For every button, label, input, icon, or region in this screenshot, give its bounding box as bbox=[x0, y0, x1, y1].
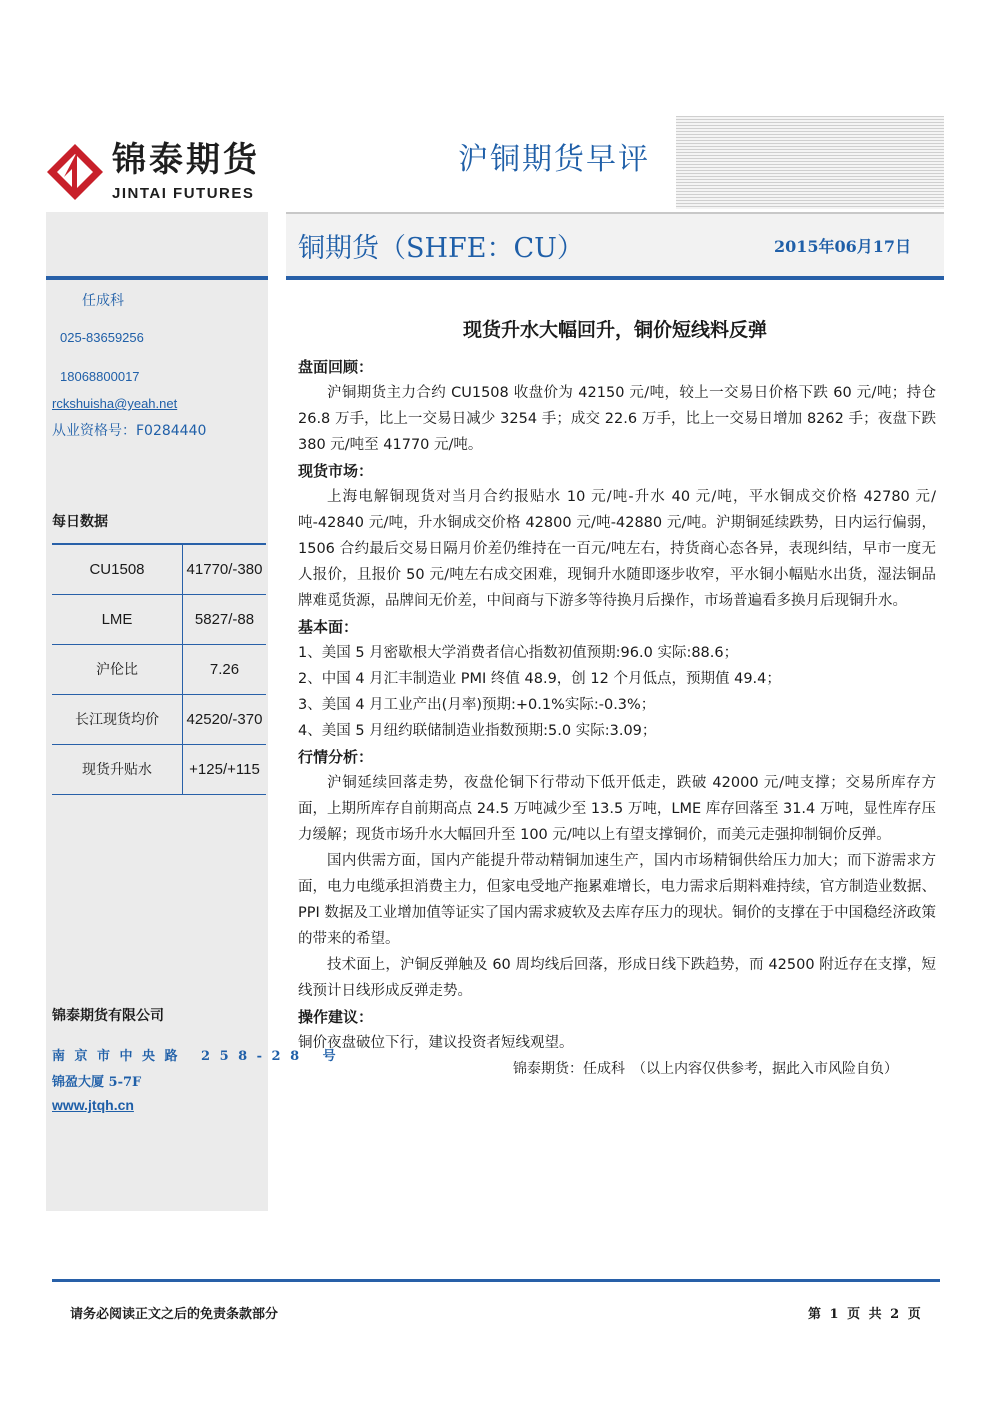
article-body bbox=[298, 354, 936, 1082]
analysis-paragraph-2: 国内供需方面，国内产能提升带动精铜加速生产，国内市场精铜供给压力加大；而下游需求方面，电力电缆承担消费主力，但家电受地产拖累难增长，电力需求后期料难持续，官方制造业数据、PPI 数据及工业增加值等证实了国内需求疲软及去库存压力的现状。铜价的支撑在于中国稳经济政策的带来的希望。 bbox=[298, 853, 936, 947]
analyst-name: 任成科 bbox=[82, 293, 124, 309]
table-cell-key: 长江现货均价 bbox=[52, 695, 183, 745]
daily-data-title: 每日数据 bbox=[52, 514, 108, 530]
section-title-advice: 操作建议： bbox=[298, 1008, 374, 1026]
analyst-mobile: 18068800017 bbox=[60, 369, 140, 384]
company-name: 锦泰期货有限公司 bbox=[52, 1008, 164, 1024]
table-cell-value: +125/+115 bbox=[183, 745, 267, 795]
table-row bbox=[52, 544, 266, 595]
spot-paragraph: 上海电解铜现货对当月合约报贴水 10 元/吨-升水 40 元/吨，平水铜成交价格 42780 元/吨-42840 元/吨，升水铜成交价格 42800 元/吨-42880 元/吨。沪期铜延续跌势，日内运行偏弱，1506 合约最后交易日隔月价差仍维持在一百元/吨左右，持货商心态各异，表现纠结，早市一度无人报价，且报价 50 元/吨左右成交困难，现铜升水随即逐步收窄，平水铜小幅贴水出货，湿法铜品牌难觅货源，品牌间无价差，中间商与下游多等待换月后操作，市场普遍看多换月后现铜升水。 bbox=[298, 489, 936, 609]
article-signature: 锦泰期货：任成科 （以上内容仅供参考，据此入市风险自负） bbox=[513, 1061, 898, 1077]
product-title: 铜期货（SHFE：CU） bbox=[298, 233, 584, 264]
company-address-line1: 南京市中央路 258-28 号 bbox=[52, 1049, 346, 1064]
analyst-email-link[interactable]: rckshuisha@yeah.net bbox=[52, 396, 178, 411]
company-address-line2: 锦盈大厦 5-7F bbox=[52, 1075, 142, 1090]
table-cell-key: 沪伦比 bbox=[52, 645, 183, 695]
company-logo-icon bbox=[46, 143, 104, 201]
table-cell-key: LME bbox=[52, 595, 183, 645]
brand-name-en: JINTAI FUTURES bbox=[112, 185, 255, 202]
list-item: 2、中国 4 月汇丰制造业 PMI 终值 48.9，创 12 个月低点，预期值 49.4； bbox=[298, 671, 781, 687]
table-row bbox=[52, 745, 266, 795]
brand-name-cn: 锦泰期货 bbox=[112, 140, 260, 180]
band-divider bbox=[286, 212, 944, 214]
section-title-spot: 现货市场： bbox=[298, 462, 374, 480]
header-stripes-decoration bbox=[676, 116, 944, 209]
table-row bbox=[52, 645, 266, 695]
table-cell-key: 现货升贴水 bbox=[52, 745, 183, 795]
table-cell-value: 42520/-370 bbox=[183, 695, 267, 745]
advice-paragraph: 铜价夜盘破位下行，建议投资者短线观望。 bbox=[298, 1035, 574, 1051]
section-title-analysis: 行情分析： bbox=[298, 748, 374, 766]
analyst-phone: 025-83659256 bbox=[60, 330, 144, 345]
report-date: 2015年06月17日 bbox=[774, 237, 912, 256]
footer-disclaimer: 请务必阅读正文之后的免责条款部分 bbox=[70, 1307, 279, 1322]
section-title-fundamentals: 基本面： bbox=[298, 618, 359, 636]
table-cell-value: 41770/-380 bbox=[183, 544, 267, 595]
table-cell-value: 7.26 bbox=[183, 645, 267, 695]
table-cell-key: CU1508 bbox=[52, 544, 183, 595]
list-item: 1、美国 5 月密歇根大学消费者信心指数初值预期:96.0 实际:88.6； bbox=[298, 645, 739, 661]
page-number: 第 1 页 共 2 页 bbox=[808, 1307, 921, 1322]
review-paragraph: 沪铜期货主力合约 CU1508 收盘价为 42150 元/吨，较上一交易日价格下跌 60 元/吨；持仓 26.8 万手，比上一交易日减少 3254 手；成交 22.6 万手，比上一交易日增加 8262 手；夜盘下跌 380 元/吨至 41770 元/吨。 bbox=[298, 385, 936, 453]
report-title: 沪铜期货早评 bbox=[458, 142, 650, 177]
section-title-review: 盘面回顾： bbox=[298, 358, 374, 376]
list-item: 4、美国 5 月纽约联储制造业指数预期:5.0 实际:3.09； bbox=[298, 723, 657, 739]
table-cell-value: 5827/-88 bbox=[183, 595, 267, 645]
analysis-paragraph-1: 沪铜延续回落走势，夜盘伦铜下行带动下低开低走，跌破 42000 元/吨支撑；交易所库存方面，上期所库存自前期高点 24.5 万吨减少至 13.5 万吨，LME 库存回落至 31.4 万吨，显性库存压力缓解；现货市场升水大幅回升至 100 元/吨以上有望支撑铜价，而美元走强抑制铜价反弹。 bbox=[298, 775, 936, 843]
daily-data-table bbox=[52, 543, 266, 795]
band-rule bbox=[286, 276, 944, 280]
table-row bbox=[52, 595, 266, 645]
article-headline: 现货升水大幅回升，铜价短线料反弹 bbox=[462, 319, 767, 341]
footer-rule bbox=[52, 1279, 940, 1282]
sidebar-rule bbox=[46, 276, 268, 280]
analysis-paragraph-3: 技术面上，沪铜反弹触及 60 周均线后回落，形成日线下跌趋势，而 42500 附近存在支撑，短线预计日线形成反弹走势。 bbox=[298, 957, 936, 999]
table-row bbox=[52, 695, 266, 745]
company-website-link[interactable]: www.jtqh.cn bbox=[52, 1097, 134, 1113]
list-item: 3、美国 4 月工业产出(月率)预期:+0.1%实际:-0.3%； bbox=[298, 697, 656, 713]
analyst-license: 从业资格号：F0284440 bbox=[52, 423, 207, 439]
